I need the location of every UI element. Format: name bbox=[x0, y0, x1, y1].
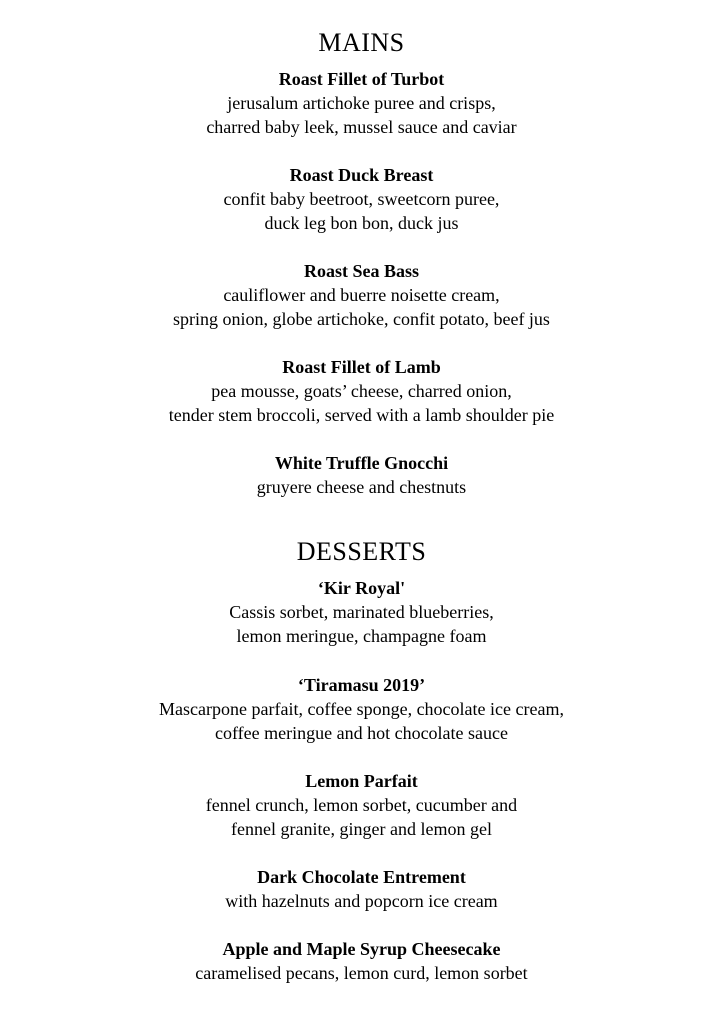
menu-item-roast-sea-bass bbox=[0, 259, 723, 331]
dish-name: Dark Chocolate Entrement bbox=[257, 867, 466, 887]
dish-description-line: fennel crunch, lemon sorbet, cucumber and bbox=[205, 795, 518, 815]
dish-description-line: duck leg bon bon, duck jus bbox=[264, 213, 459, 233]
menu-item-roast-fillet-of-lamb bbox=[0, 355, 723, 427]
desserts-heading: DESSERTS bbox=[296, 537, 427, 566]
mains-heading: MAINS bbox=[318, 28, 405, 57]
dish-description-line: caramelised pecans, lemon curd, lemon sorbet bbox=[195, 963, 528, 983]
dish-description-line: gruyere cheese and chestnuts bbox=[256, 477, 467, 497]
dish-name: Lemon Parfait bbox=[305, 771, 418, 791]
dish-name: Roast Fillet of Turbot bbox=[278, 69, 445, 89]
menu-item-roast-fillet-of-turbot bbox=[0, 67, 723, 139]
dish-description-line: tender stem broccoli, served with a lamb shoulder pie bbox=[168, 405, 555, 425]
dish-description-line: Mascarpone parfait, coffee sponge, chocolate ice cream, bbox=[159, 699, 564, 719]
dish-description-line: confit baby beetroot, sweetcorn puree, bbox=[223, 189, 500, 209]
menu-item-lemon-parfait bbox=[0, 769, 723, 841]
menu-item-tiramasu-2019 bbox=[0, 673, 723, 745]
menu-item-apple-and-maple-syrup-cheesecake bbox=[0, 937, 723, 985]
dish-name: Roast Duck Breast bbox=[289, 165, 434, 185]
dish-description-line: coffee meringue and hot chocolate sauce bbox=[214, 723, 509, 743]
dish-name: Roast Sea Bass bbox=[303, 261, 419, 281]
dish-name: ‘Kir Royal' bbox=[317, 578, 406, 598]
dish-description-line: charred baby leek, mussel sauce and caviar bbox=[206, 117, 517, 137]
dish-description-line: cauliflower and buerre noisette cream, bbox=[223, 285, 500, 305]
dish-description-line: pea mousse, goats’ cheese, charred onion, bbox=[211, 381, 512, 401]
dish-description-line: Cassis sorbet, marinated blueberries, bbox=[229, 602, 494, 622]
dish-description-line: lemon meringue, champagne foam bbox=[236, 626, 487, 646]
dish-name: ‘Tiramasu 2019’ bbox=[297, 675, 426, 695]
dish-name: Roast Fillet of Lamb bbox=[282, 357, 441, 377]
dish-description-line: fennel granite, ginger and lemon gel bbox=[231, 819, 492, 839]
menu-item-roast-duck-breast bbox=[0, 163, 723, 235]
dish-description-line: with hazelnuts and popcorn ice cream bbox=[225, 891, 498, 911]
dish-description-line: jerusalum artichoke puree and crisps, bbox=[227, 93, 496, 113]
dish-name: White Truffle Gnocchi bbox=[274, 453, 449, 473]
dish-name: Apple and Maple Syrup Cheesecake bbox=[222, 939, 501, 959]
menu-item-dark-chocolate-entrement bbox=[0, 865, 723, 913]
menu-item-white-truffle-gnocchi bbox=[0, 451, 723, 499]
menu-item-kir-royal bbox=[0, 576, 723, 648]
dish-description-line: spring onion, globe artichoke, confit potato, beef jus bbox=[173, 309, 550, 329]
